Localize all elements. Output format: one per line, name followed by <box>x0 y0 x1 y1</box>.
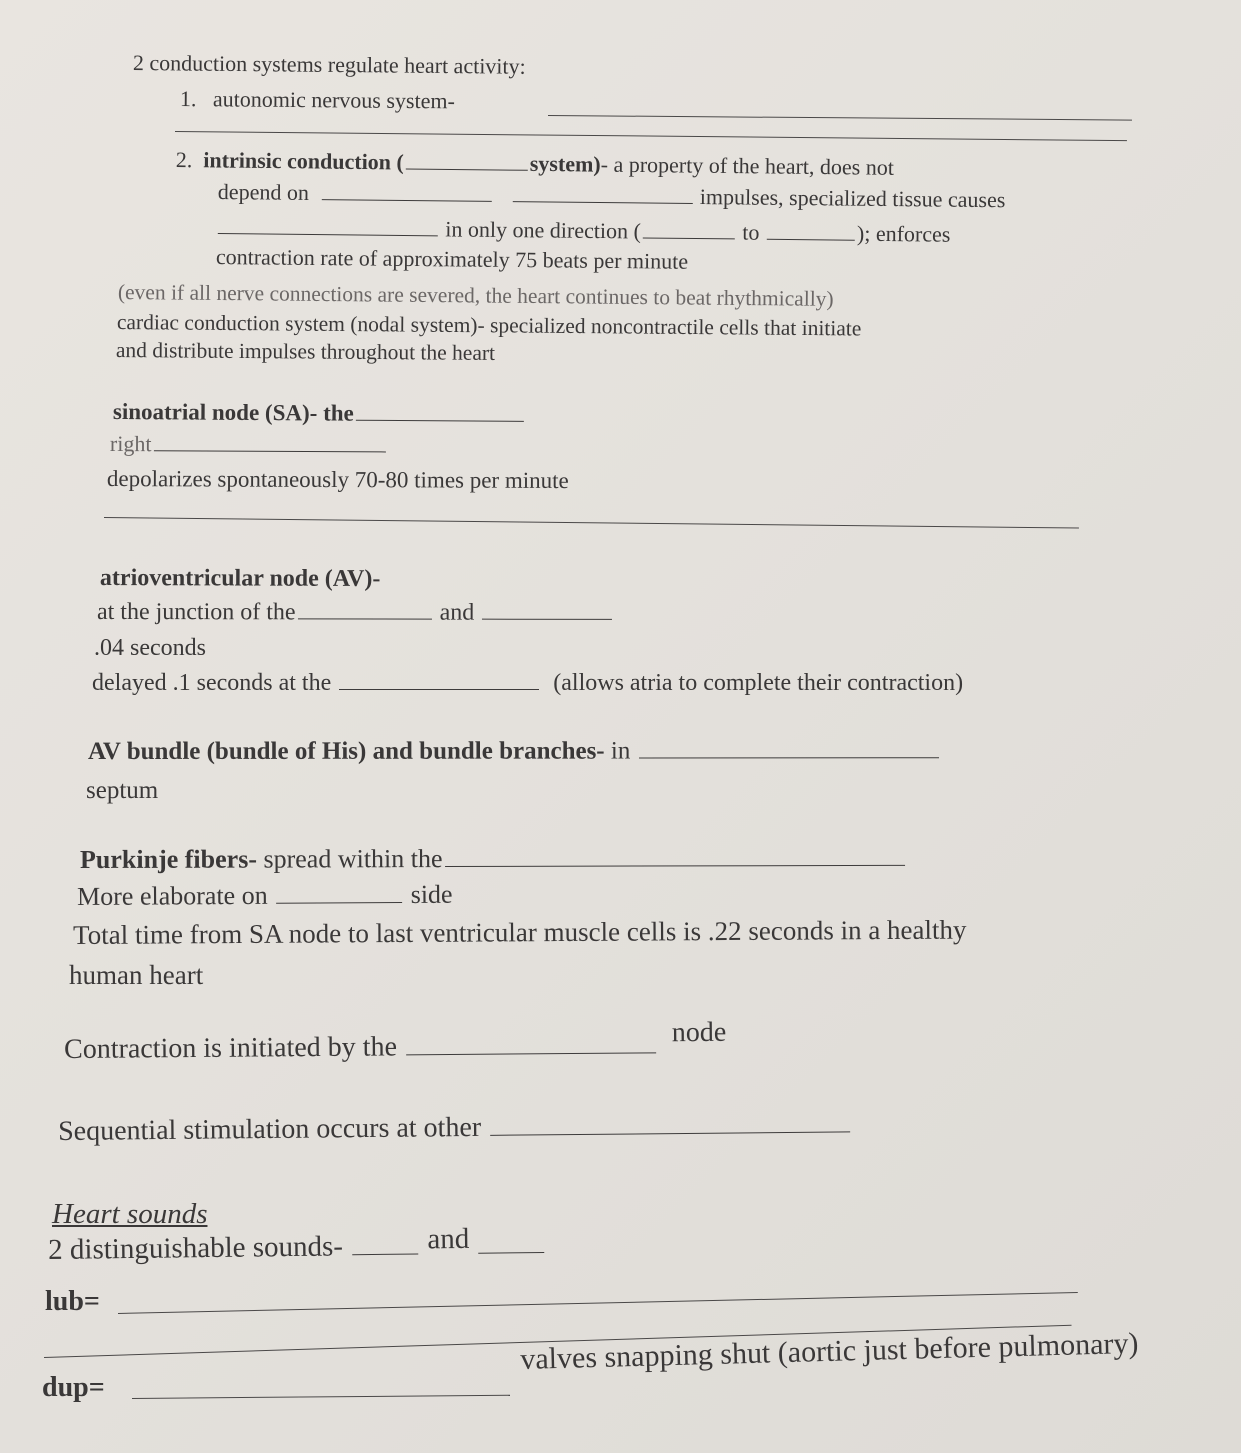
lub-label: lub= <box>45 1286 100 1317</box>
valves-text: valves snapping shut (aortic just before pulmonary) <box>519 1326 1139 1376</box>
sa-right-line: right <box>110 432 388 456</box>
av-seconds: .04 seconds <box>94 635 206 661</box>
av-node-heading: atrioventricular node (AV)- <box>99 565 381 592</box>
blank-line[interactable] <box>218 215 438 236</box>
purkinje-line: Purkinje fibers- spread within the <box>80 845 907 873</box>
purkinje-total: Total time from SA node to last ventricular muscle cells is .22 seconds in a healthy <box>72 914 967 950</box>
sa-depolarizes: depolarizes spontaneously 70-80 times per minute <box>106 466 569 494</box>
blank-line[interactable] <box>512 183 692 204</box>
av-junction-line: at the junction of the and <box>97 600 614 625</box>
blank-line[interactable] <box>478 1234 544 1254</box>
av-bundle-line: AV bundle (bundle of His) and bundle branches- in <box>88 738 941 764</box>
blank-line[interactable] <box>548 115 1132 121</box>
blank-line[interactable] <box>322 181 492 202</box>
sequential-line: Sequential stimulation occurs at other <box>58 1110 852 1146</box>
blank-line[interactable] <box>276 884 402 904</box>
para-line-2: cardiac conduction system (nodal system)- specialized noncontractile cells that initiate <box>116 310 862 341</box>
purkinje-more-line: More elaborate on side <box>76 879 453 911</box>
contraction-line: Contraction is initiated by the node <box>63 1016 727 1065</box>
item-2-line-2: depend on impulses, specialized tissue causes <box>217 179 1006 213</box>
blank-line[interactable] <box>356 402 524 422</box>
blank-line[interactable] <box>406 150 528 170</box>
item-2-line-4: contraction rate of approximately 75 beats per minute <box>215 244 689 274</box>
av-delayed-line: delayed .1 seconds at the (allows atria to complete their contraction) <box>92 670 964 696</box>
blank-line[interactable] <box>767 221 855 241</box>
item-2-line-3: in only one direction ( to ); enforces <box>216 215 951 246</box>
blank-line[interactable] <box>482 601 612 620</box>
blank-line[interactable] <box>175 131 1127 141</box>
item-1: 1. autonomic nervous system- <box>179 86 455 114</box>
heart-sounds-heading: Heart sounds <box>52 1198 208 1230</box>
blank-line[interactable] <box>352 1235 418 1255</box>
blank-line[interactable] <box>298 600 432 619</box>
title: 2 conduction systems regulate heart activity: <box>132 50 526 79</box>
dup-label: dup= <box>42 1372 105 1403</box>
sa-node-line: sinoatrial node (SA)- the <box>113 400 526 426</box>
blank-line[interactable] <box>445 847 905 867</box>
blank-line[interactable] <box>339 671 539 690</box>
blank-line[interactable] <box>132 1395 510 1399</box>
item-2-line-1: 2. intrinsic conduction ( system)- a property of the heart, does not <box>175 147 895 180</box>
blank-line[interactable] <box>490 1113 850 1135</box>
para-line-1: (even if all nerve connections are severed, the heart continues to beat rhythmically) <box>117 280 834 311</box>
para-line-3: and distribute impulses throughout the heart <box>115 338 496 365</box>
blank-line[interactable] <box>643 219 735 239</box>
blank-line[interactable] <box>639 739 939 758</box>
purkinje-human: human heart <box>69 960 204 990</box>
distinguishable-line: 2 distinguishable sounds- and <box>48 1230 547 1265</box>
blank-line[interactable] <box>406 1034 656 1055</box>
blank-line[interactable] <box>104 517 1079 529</box>
blank-line[interactable] <box>118 1292 1078 1314</box>
septum: septum <box>86 777 159 804</box>
blank-line[interactable] <box>153 432 385 452</box>
